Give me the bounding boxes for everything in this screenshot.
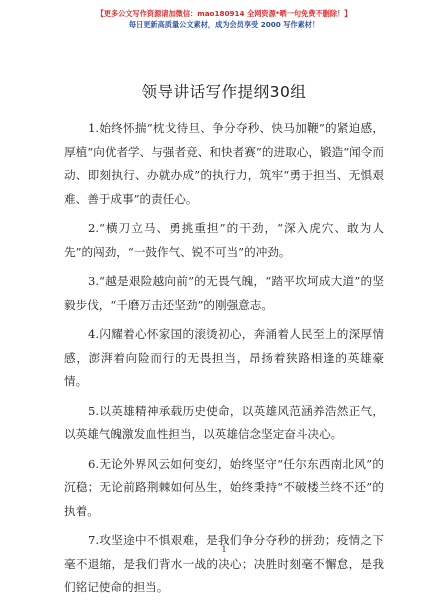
paragraph-5: 5.以英雄精神承载历史使命，以英雄风范涵养浩然正气，以英雄气魄激发血性担当，以英雄信念坚定奋斗决心。	[64, 403, 384, 441]
promo-banner	[20, 8, 428, 30]
paragraph-1: 1.始终怀揣“枕戈待旦、争分夺秒、快马加鞭”的紧迫感，厚植“向优者学、与强者竞、和快者赛”的进取心，锻造“闻令而动、即刻执行、办就办成”的执行力，筑牢“勇于担当、无惧艰难、善于成事”的责任心。	[64, 121, 384, 206]
paragraph-4: 4.闪耀着心怀家国的滚烫初心，奔涌着人民至上的深厚情感，澎湃着向险而行的无畏担当，昂扬着狭路相逢的英雄豪情。	[64, 327, 384, 388]
paragraph-3: 3.“越是艰险越向前”的无畏气魄，“踏平坎坷成大道”的坚毅步伐，“千磨万击还坚劲”的刚强意志。	[64, 274, 384, 312]
promo-line-membership: 每日更新高质量公文素材，成为会员享受 2000 写作素材！	[128, 20, 320, 29]
page-number: 1	[221, 545, 227, 554]
paragraph-2: 2.“横刀立马、勇挑重担”的干劲，“深入虎穴、敢为人先”的闯劲，“一鼓作气、锐不可当”的冲劲。	[64, 221, 384, 259]
paragraph-7: 7.攻坚途中不惧艰难，是我们争分夺秒的拼劲；疫情之下毫不退缩，是我们背水一战的决心；决胜时刻毫不懈怠，是我们铭记使命的担当。	[64, 533, 384, 594]
document-body	[64, 117, 384, 606]
promo-line-wechat: 【更多公文写作资源请加微信：mao180914 全网资源*晒一句免费不删除！】	[96, 9, 352, 18]
paragraph-6: 6.无论外界风云如何变幻，始终坚守“任尔东西南北风”的沉稳；无论前路荆棘如何丛生，始终秉持“不破楼兰终不还”的执着。	[64, 456, 384, 518]
document-title: 领导讲话写作提纲30组	[141, 83, 307, 101]
